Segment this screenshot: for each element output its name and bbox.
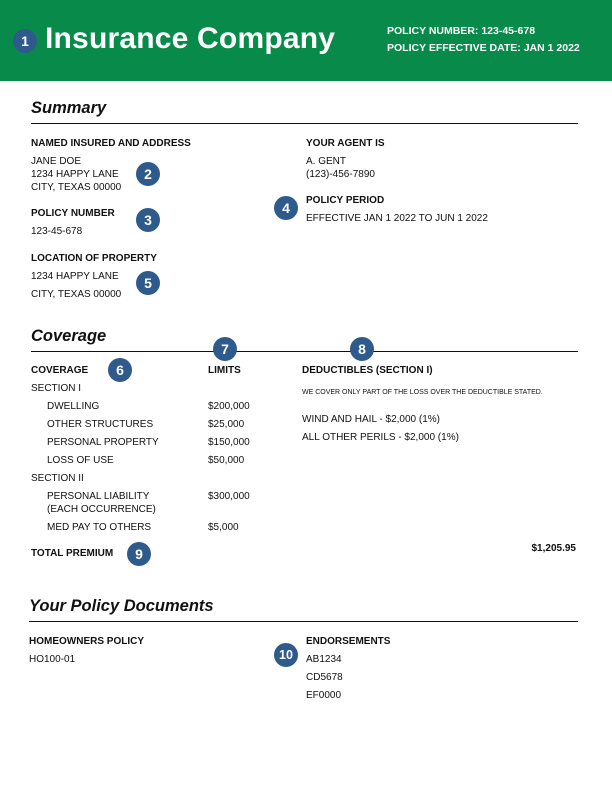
coverage-row-label: LOSS OF USE <box>47 455 114 466</box>
policy-period-label: POLICY PERIOD <box>306 195 385 206</box>
coverage-divider <box>31 351 578 352</box>
endorsement-item: EF0000 <box>306 690 342 701</box>
coverage-row-limit: $300,000 <box>208 491 250 502</box>
homeowners-policy-value: HO100-01 <box>29 654 76 665</box>
policy-number-label: POLICY NUMBER <box>31 208 115 219</box>
coverage-column-header: COVERAGE <box>31 365 89 376</box>
header-policy-number-value: 123-45-678 <box>481 25 536 37</box>
callout-badge-3: 3 <box>136 208 160 232</box>
company-name: Insurance Company <box>45 22 336 55</box>
location-street: 1234 HAPPY LANE <box>31 271 119 282</box>
summary-divider <box>31 123 578 124</box>
insured-name: JANE DOE <box>31 156 82 167</box>
callout-badge-7: 7 <box>213 337 237 361</box>
agent-name: A. GENT <box>306 156 347 167</box>
header-effective-date-label: POLICY EFFECTIVE DATE: <box>387 42 521 54</box>
coverage-row-label: DWELLING <box>47 401 100 412</box>
homeowners-policy-label: HOMEOWNERS POLICY <box>29 636 145 647</box>
insured-street: 1234 HAPPY LANE <box>31 169 119 180</box>
header-banner <box>0 0 612 81</box>
limits-column-header: LIMITS <box>208 365 241 376</box>
header-policy-number <box>387 25 535 37</box>
header-policy-number-label: POLICY NUMBER: <box>387 25 479 37</box>
callout-badge-6: 6 <box>108 358 132 382</box>
section-1-label: SECTION I <box>31 383 82 394</box>
named-insured-label: NAMED INSURED AND ADDRESS <box>31 138 191 149</box>
deductible-note: WE COVER ONLY PART OF THE LOSS OVER THE DEDUCTIBLE STATED. <box>302 389 543 396</box>
header-effective-date-value: JAN 1 2022 <box>523 42 580 54</box>
total-premium-value: $1,205.95 <box>531 543 576 554</box>
coverage-row-label-continued: (EACH OCCURRENCE) <box>47 504 156 515</box>
insured-city: CITY, TEXAS 00000 <box>31 182 122 193</box>
agent-label: YOUR AGENT IS <box>306 138 385 149</box>
coverage-row-label: OTHER STRUCTURES <box>47 419 154 430</box>
location-label: LOCATION OF PROPERTY <box>31 253 157 264</box>
total-premium-label: TOTAL PREMIUM <box>31 548 114 559</box>
endorsement-item: AB1234 <box>306 654 342 665</box>
location-city: CITY, TEXAS 00000 <box>31 289 122 300</box>
endorsements-label: ENDORSEMENTS <box>306 636 391 647</box>
coverage-row-limit: $5,000 <box>208 522 239 533</box>
header-effective-date <box>387 42 580 54</box>
coverage-row-label: PERSONAL LIABILITY <box>47 491 150 502</box>
deductible-wind-hail: WIND AND HAIL - $2,000 (1%) <box>302 414 441 425</box>
callout-badge-8: 8 <box>350 337 374 361</box>
coverage-row-limit: $150,000 <box>208 437 250 448</box>
coverage-row-label: PERSONAL PROPERTY <box>47 437 159 448</box>
coverage-row-limit: $25,000 <box>208 419 245 430</box>
section-2-label: SECTION II <box>31 473 84 484</box>
endorsement-item: CD5678 <box>306 672 343 683</box>
callout-badge-2: 2 <box>136 162 160 186</box>
policy-number-value: 123-45-678 <box>31 226 83 237</box>
callout-badge-5: 5 <box>136 271 160 295</box>
summary-title: Summary <box>31 99 107 117</box>
policy-period-value: EFFECTIVE JAN 1 2022 TO JUN 1 2022 <box>306 213 488 224</box>
callout-badge-10: 10 <box>274 643 298 667</box>
documents-divider <box>29 621 578 622</box>
coverage-title: Coverage <box>31 327 107 345</box>
deductibles-header: DEDUCTIBLES (SECTION I) <box>302 365 433 376</box>
callout-badge-4: 4 <box>274 196 298 220</box>
callout-badge-9: 9 <box>127 542 151 566</box>
coverage-row-label: MED PAY TO OTHERS <box>47 522 152 533</box>
coverage-row-limit: $200,000 <box>208 401 250 412</box>
agent-phone: (123)-456-7890 <box>306 169 375 180</box>
deductible-other-perils: ALL OTHER PERILS - $2,000 (1%) <box>302 432 459 443</box>
documents-title: Your Policy Documents <box>29 597 214 615</box>
callout-badge-1: 1 <box>13 29 37 53</box>
coverage-row-limit: $50,000 <box>208 455 245 466</box>
